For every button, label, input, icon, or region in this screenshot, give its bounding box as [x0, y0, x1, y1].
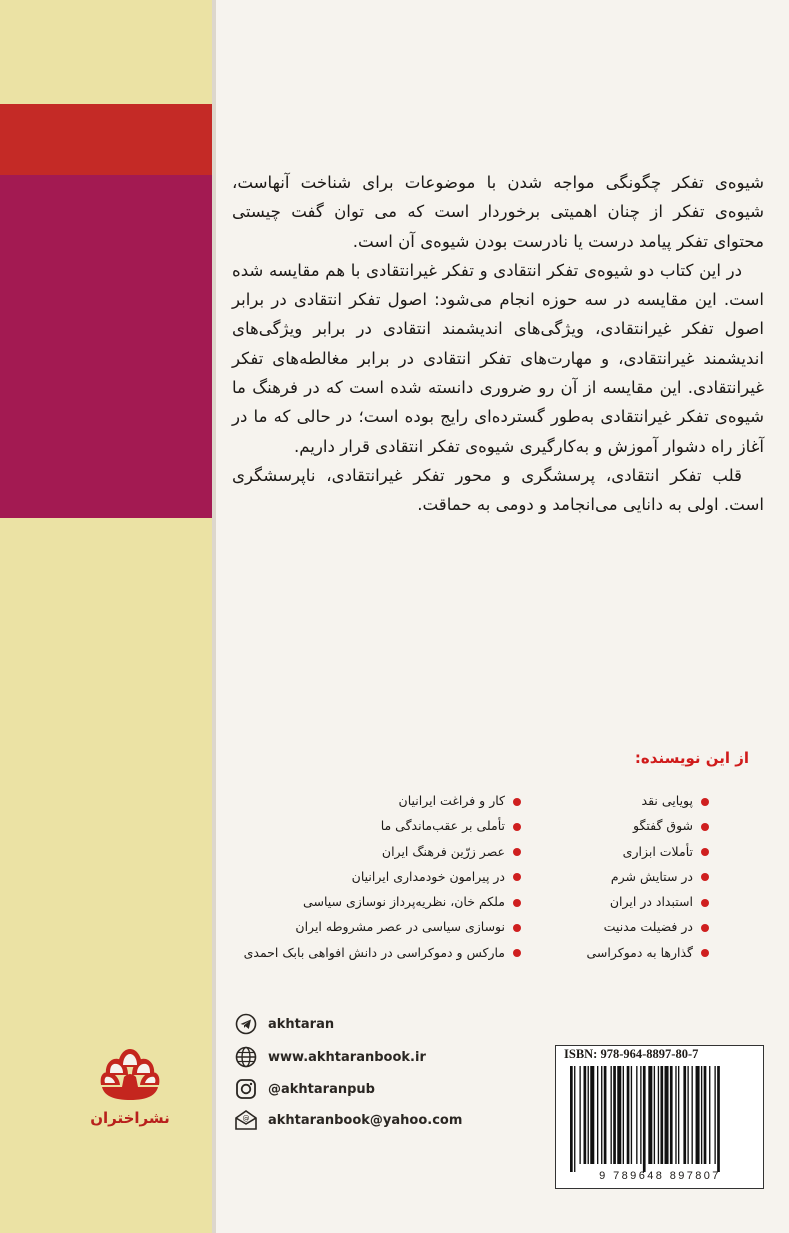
contact-telegram[interactable]	[234, 1011, 334, 1037]
book-item: عصر زرّین فرهنگ ایران	[244, 839, 521, 864]
telegram-icon	[234, 1012, 258, 1036]
books-list-right	[587, 788, 709, 965]
book-item: ملکم خان، نظریه‌پرداز نوسازی سیاسی	[244, 889, 521, 914]
description-paragraph-2: در این کتاب دو شیوه‌ی تفکر انتقادی و تفکر غیرانتقادی با هم مقایسه شده است. این مقایسه در سه حوزه انجام می‌شود: اصول تفکر انتقادی در برابر اصول تفکر غیرانتقادی، ویژگی‌های اندیشمند انتقادی در برابر ویژگی‌های اندیشمند غیرانتقادی، و مهارت‌های تفکر انتقادی در برابر مغالطه‌های تفکر غیرانتقادی. این مقایسه از آن رو ضروری دانسته شده است که در فرهنگ ما شیوه‌ی تفکر غیرانتقادی به‌طور گسترده‌ای رایج بوده است؛ در حالی که ما در آغاز راه دشوار آموزش و به‌کارگیری شیوه‌ی تفکر انتقادی قرار داریم.	[232, 260, 764, 456]
contact-text: akhtaran	[268, 1016, 335, 1032]
bullet-icon	[701, 798, 709, 806]
book-item: تأملی بر عقب‌ماندگی ما	[244, 813, 521, 838]
bullet-icon	[513, 924, 521, 932]
bullet-icon	[513, 873, 521, 881]
barcode	[555, 1045, 764, 1189]
contact-website[interactable]	[234, 1044, 426, 1070]
book-item: تأملات ابزاری	[587, 839, 709, 864]
bullet-icon	[701, 848, 709, 856]
bullet-icon	[513, 823, 521, 831]
strip-edge	[212, 0, 216, 1233]
book-item: گذارها به دموکراسی	[587, 940, 709, 965]
book-description	[232, 168, 764, 520]
bullet-icon	[701, 823, 709, 831]
book-item: استبداد در ایران	[587, 889, 709, 914]
bullet-icon	[701, 899, 709, 907]
maroon-band	[0, 175, 212, 518]
publisher-name: نشراختران	[90, 1109, 170, 1127]
contact-email[interactable]	[234, 1107, 462, 1133]
book-item: در ستایش شرم	[587, 864, 709, 889]
bullet-icon	[513, 798, 521, 806]
bullet-icon	[701, 873, 709, 881]
book-item: کار و فراغت ایرانیان	[244, 788, 521, 813]
book-item: نوسازی سیاسی در عصر مشروطه ایران	[244, 914, 521, 939]
barcode-digits: 9 789648 897807	[599, 1170, 721, 1182]
contact-text: @akhtaranpub	[268, 1081, 375, 1097]
book-item: در فضیلت مدنیت	[587, 914, 709, 939]
barcode-bars	[556, 1064, 763, 1174]
by-author-heading: از این نویسنده:	[634, 749, 749, 767]
publisher-logo	[90, 1045, 170, 1127]
bullet-icon	[701, 924, 709, 932]
instagram-icon	[234, 1077, 258, 1101]
globe-icon	[234, 1045, 258, 1069]
bullet-icon	[513, 848, 521, 856]
red-band	[0, 104, 212, 175]
contact-instagram[interactable]	[234, 1076, 375, 1102]
books-list-left	[244, 788, 521, 965]
email-icon	[234, 1108, 258, 1132]
svg-text:@: @	[242, 1114, 250, 1123]
shell-logo-icon	[98, 1045, 162, 1103]
book-item: در پیرامون خودمداری ایرانیان	[244, 864, 521, 889]
contact-text: akhtaranbook@yahoo.com	[268, 1112, 463, 1128]
isbn-text: ISBN: 978-964-8897-80-7	[564, 1047, 699, 1061]
bullet-icon	[513, 949, 521, 957]
contact-text: www.akhtaranbook.ir	[268, 1049, 426, 1065]
description-paragraph-3: قلب تفکر انتقادی، پرسشگری و محور تفکر غیرانتقادی، ناپرسشگری است. اولی به دانایی می‌انجامد و دومی به حماقت.	[232, 465, 764, 515]
book-item: مارکس و دموکراسی در دانش افواهی بابک احمدی	[244, 940, 521, 965]
book-item: پویایی نقد	[587, 788, 709, 813]
bullet-icon	[701, 949, 709, 957]
book-item: شوق گفتگو	[587, 813, 709, 838]
bullet-icon	[513, 899, 521, 907]
description-paragraph-1: شیوه‌ی تفکر چگونگی مواجه شدن با موضوعات برای شناخت آنهاست، شیوه‌ی تفکر از چنان اهمیتی برخوردار است که می توان گفت چیستی محتوای تفکر پیامد درست یا نادرست بودن شیوه‌ی آن است.	[232, 173, 764, 251]
